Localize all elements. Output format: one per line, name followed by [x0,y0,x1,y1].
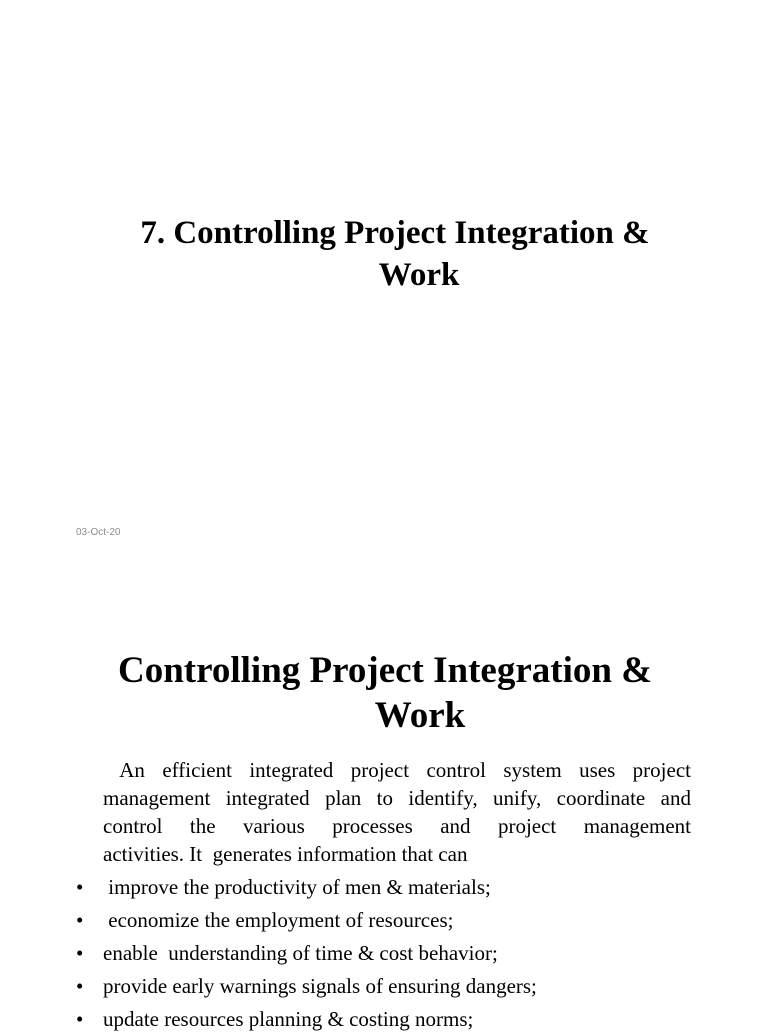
intro-paragraph [103,756,691,868]
list-item [76,937,716,970]
bullet-text: enable understanding of time & cost behavior; [103,941,498,965]
bullet-icon: • [76,908,84,932]
paragraph-line: activities. It generates information that can [103,842,468,866]
bullet-icon: • [76,1007,84,1031]
bullet-text: economize the employment of resources; [103,908,454,932]
slide-2-title-line-1: Controlling Project Integration & [117,650,653,691]
slide-1-title-line-1: 7. Controlling Project Integration & [140,215,650,251]
slide-1-title [95,212,695,296]
bullet-text: update resources planning & costing norms; [103,1007,474,1031]
slide-1-title-line-2: Work [378,257,460,293]
paragraph-line: management integrated plan to identify, unify, coordinate and [103,786,691,810]
bullet-icon: • [76,974,84,998]
slide-date: 03-Oct-20 [76,527,121,538]
slide-2-title [85,648,685,738]
list-item [76,1003,716,1036]
bullet-list [76,871,716,1036]
list-item [76,871,716,904]
bullet-text: provide early warnings signals of ensuring dangers; [103,974,537,998]
list-item [76,970,716,1003]
paragraph-line: control the various processes and project management [103,814,691,838]
slide-2-title-line-2: Work [374,695,466,736]
list-item [76,904,716,937]
bullet-icon: • [76,941,84,965]
bullet-icon: • [76,875,84,899]
bullet-text: improve the productivity of men & materials; [103,875,491,899]
paragraph-line: An efficient integrated project control system uses project [103,758,691,782]
